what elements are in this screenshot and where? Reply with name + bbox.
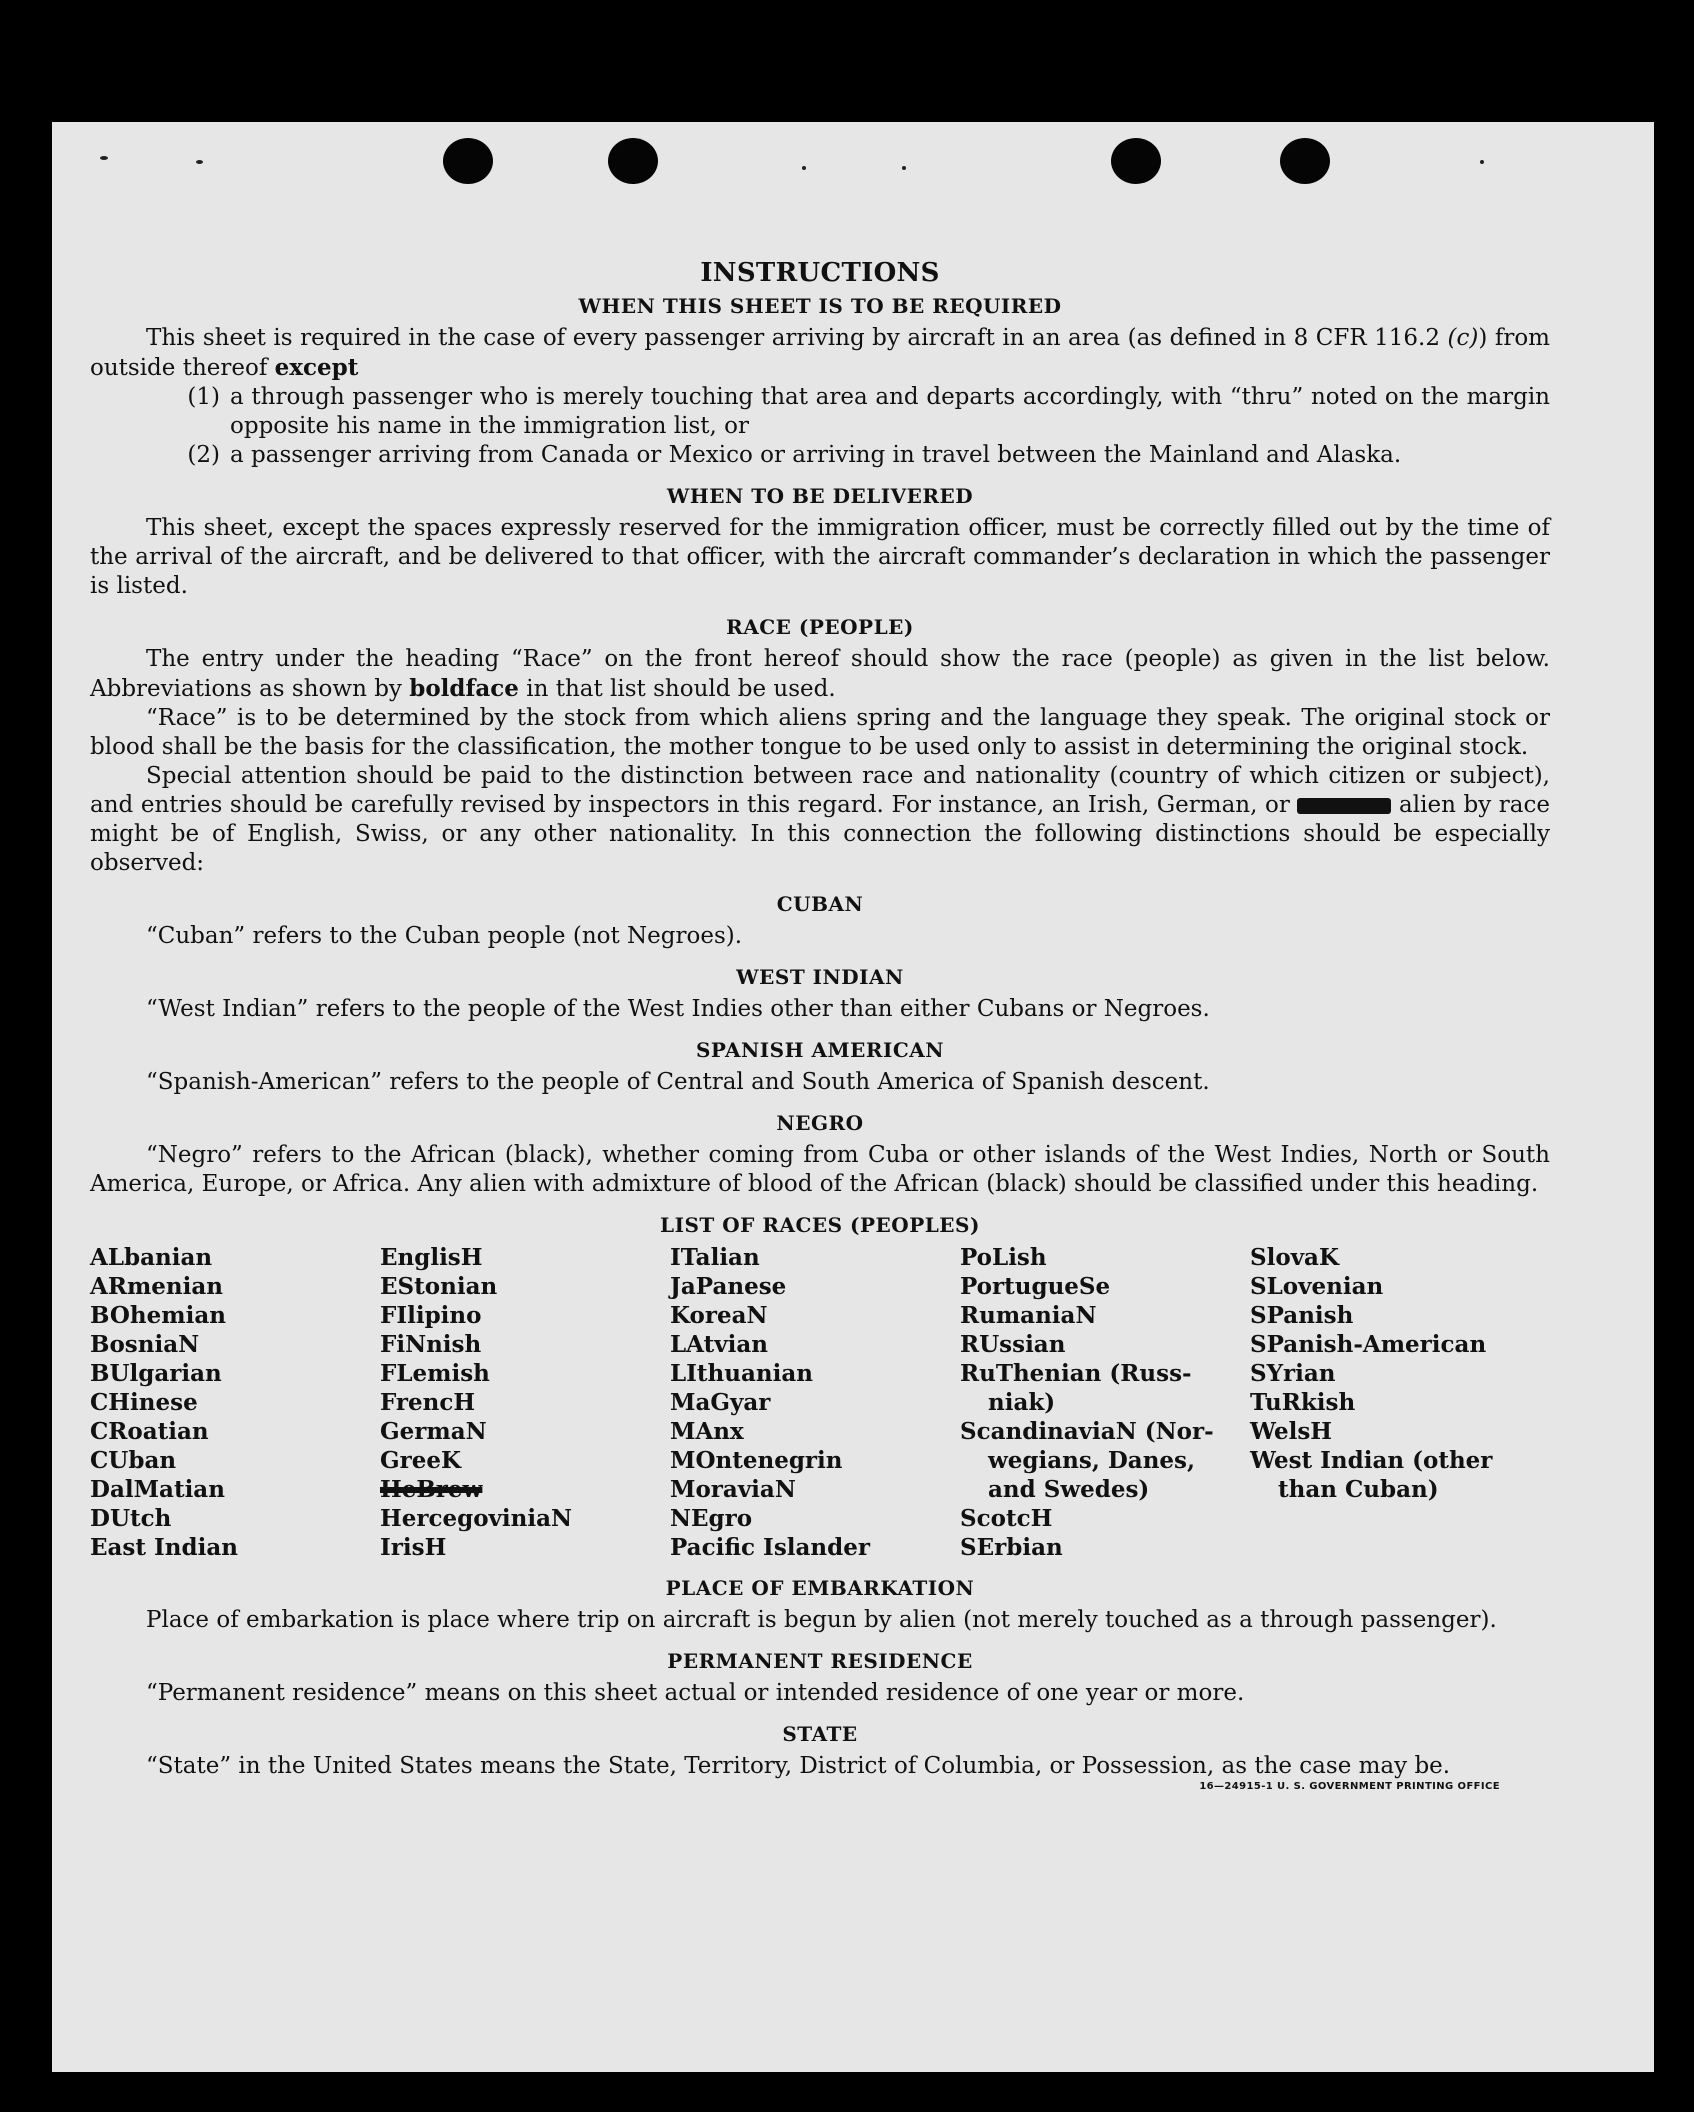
race-entry: JaPanese xyxy=(670,1273,787,1300)
required-intro xyxy=(90,324,1550,383)
race-entry-continued: than Cuban) xyxy=(1278,1476,1439,1503)
race-entry: LIthuanian xyxy=(670,1360,813,1387)
race-entry: ARmenian xyxy=(90,1273,224,1300)
scan-speck xyxy=(100,156,108,160)
race-p1-text: The entry under the heading “Race” on the front hereof should show the race (people) as given in the list below. Abbreviations as shown by xyxy=(90,646,1550,702)
race-entry-struck: HeBrew xyxy=(380,1476,483,1503)
heading-race: RACE (PEOPLE) xyxy=(726,615,914,639)
required-intro-except: except xyxy=(274,354,359,381)
race-paragraph-1 xyxy=(90,645,1550,704)
race-entry: SErbian xyxy=(960,1534,1063,1561)
race-paragraph-3 xyxy=(90,762,1550,878)
heading-west-indian: WEST INDIAN xyxy=(736,965,904,989)
race-entry: FIlipino xyxy=(380,1302,482,1329)
race-entry: SYrian xyxy=(1250,1360,1336,1387)
race-entry: Pacific Islander xyxy=(670,1534,870,1561)
race-entry: DUtch xyxy=(90,1505,172,1532)
race-p3-after: alien by race might be of English, Swiss, or any other nationality. In this connection the following distinctions should be especially observed: xyxy=(90,792,1550,876)
scan-speck xyxy=(802,166,806,170)
race-entry: HercegoviniaN xyxy=(380,1505,573,1532)
race-entry-continued: niak) xyxy=(988,1389,1056,1416)
cuban-text: “Cuban” refers to the Cuban people (not Negroes). xyxy=(146,923,743,949)
heading-place-of-embarkation: PLACE OF EMBARKATION xyxy=(665,1576,975,1600)
heading-cuban: CUBAN xyxy=(776,892,864,916)
race-entry: MOntenegrin xyxy=(670,1447,843,1474)
race-entry: DalMatian xyxy=(90,1476,225,1503)
heading-list-of-races: LIST OF RACES (PEOPLES) xyxy=(660,1213,980,1237)
race-entry: ScandinaviaN (Nor- xyxy=(960,1418,1214,1445)
heading-permanent-residence: PERMANENT RESIDENCE xyxy=(667,1649,973,1673)
race-entry: EStonian xyxy=(380,1273,498,1300)
races-column-4 xyxy=(960,1243,1250,1562)
item-number: (2) xyxy=(187,442,220,468)
page-title: INSTRUCTIONS xyxy=(700,258,940,288)
heading-spanish-american: SPANISH AMERICAN xyxy=(695,1038,945,1062)
required-intro-middle: ) from outside thereof xyxy=(90,325,1550,381)
race-entry: KoreaN xyxy=(670,1302,768,1329)
race-entry: GreeK xyxy=(380,1447,462,1474)
race-p1-after: in that list should be used. xyxy=(518,676,836,702)
instructions-content xyxy=(90,258,1550,1792)
race-entry: NEgro xyxy=(670,1505,753,1532)
item-text: a passenger arriving from Canada or Mexico or arriving in travel between the Mainland and Alaska. xyxy=(230,442,1402,468)
race-entry: BosniaN xyxy=(90,1331,200,1358)
races-column-5 xyxy=(1250,1243,1540,1562)
race-entry: ALbanian xyxy=(90,1244,213,1271)
race-entry: MAnx xyxy=(670,1418,744,1445)
race-entry: GermaN xyxy=(380,1418,487,1445)
race-entry: TuRkish xyxy=(1250,1389,1356,1416)
race-entry: RuThenian (Russ- xyxy=(960,1360,1192,1387)
redaction-mark xyxy=(1297,798,1391,814)
punch-hole xyxy=(1111,138,1161,184)
races-column-1 xyxy=(90,1243,380,1562)
race-entry: BOhemian xyxy=(90,1302,226,1329)
state-text: “State” in the United States means the State, Territory, District of Columbia, or Possession, as the case may be. xyxy=(146,1753,1451,1779)
item-text: a through passenger who is merely touching that area and departs accordingly, with “thru” noted on the margin opposite his name in the immigration list, or xyxy=(230,384,1550,439)
race-entry: MaGyar xyxy=(670,1389,771,1416)
race-entry: FrencH xyxy=(380,1389,476,1416)
embarkation-text: Place of embarkation is place where trip on aircraft is begun by alien (not merely touched as a through passenger). xyxy=(146,1607,1497,1633)
residence-text: “Permanent residence” means on this sheet actual or intended residence of one year or more. xyxy=(146,1680,1245,1706)
race-entry: CRoatian xyxy=(90,1418,209,1445)
race-p3-text: Special attention should be paid to the distinction between race and nationality (country of which citizen or subject), and entries should be carefully revised by inspectors in this regard. For instance, an Irish, German, or xyxy=(90,763,1550,818)
race-entry: PortugueSe xyxy=(960,1273,1111,1300)
race-entry: IrisH xyxy=(380,1534,447,1561)
required-item-1 xyxy=(90,383,1550,441)
race-entry: ScotcH xyxy=(960,1505,1053,1532)
races-column-3 xyxy=(670,1243,960,1562)
races-column-2 xyxy=(380,1243,670,1562)
scan-speck xyxy=(196,160,203,164)
required-item-2 xyxy=(90,441,1550,470)
race-entry-continued: wegians, Danes, xyxy=(988,1447,1195,1474)
race-entry: EnglisH xyxy=(380,1244,483,1271)
race-entry: FiNnish xyxy=(380,1331,482,1358)
race-entry: East Indian xyxy=(90,1534,238,1561)
punch-hole xyxy=(443,138,493,184)
race-entry: SlovaK xyxy=(1250,1244,1339,1271)
race-entry: BUlgarian xyxy=(90,1360,222,1387)
document-page xyxy=(52,122,1654,2072)
punch-hole xyxy=(1280,138,1330,184)
spanish-american-text: “Spanish-American” refers to the people of Central and South America of Spanish descent. xyxy=(146,1069,1210,1095)
race-entry: FLemish xyxy=(380,1360,490,1387)
race-entry: CHinese xyxy=(90,1389,198,1416)
race-entry: ITalian xyxy=(670,1244,760,1271)
race-entry: SLovenian xyxy=(1250,1273,1384,1300)
west-indian-text: “West Indian” refers to the people of the West Indies other than either Cubans or Negroes. xyxy=(146,996,1210,1022)
race-entry: SPanish-American xyxy=(1250,1331,1487,1358)
race-entry: RUssian xyxy=(960,1331,1066,1358)
race-entry: PoLish xyxy=(960,1244,1047,1271)
heading-state: STATE xyxy=(782,1722,858,1746)
scan-speck xyxy=(902,166,906,170)
race-paragraph-2: “Race” is to be determined by the stock from which aliens spring and the language they speak. The original stock or blood shall be the basis for the classification, the mother tongue to be used only to assist in determining the original stock. xyxy=(90,705,1550,760)
race-entry: RumaniaN xyxy=(960,1302,1097,1329)
item-number: (1) xyxy=(187,384,220,410)
required-intro-text: This sheet is required in the case of every passenger arriving by aircraft in an area (as defined in 8 CFR 116.2 xyxy=(146,325,1448,351)
scan-speck xyxy=(1480,160,1484,164)
heading-when-required: WHEN THIS SHEET IS TO BE REQUIRED xyxy=(578,294,1062,318)
printing-office-note: 16—24915-1 U. S. GOVERNMENT PRINTING OFFICE xyxy=(1199,1781,1500,1792)
race-entry: CUban xyxy=(90,1447,177,1474)
race-entry: WelsH xyxy=(1250,1418,1333,1445)
delivered-text: This sheet, except the spaces expressly reserved for the immigration officer, must be correctly filled out by the time of the arrival of the aircraft, and be delivered to that officer, with the aircraft commander’s declaration in which the passenger is listed. xyxy=(90,515,1550,599)
race-entry: West Indian (other xyxy=(1250,1447,1493,1474)
required-intro-c: (c) xyxy=(1447,325,1479,351)
page-footer xyxy=(90,1781,1550,1792)
race-entry-continued: and Swedes) xyxy=(988,1476,1150,1503)
heading-when-delivered: WHEN TO BE DELIVERED xyxy=(666,484,974,508)
races-list xyxy=(90,1243,1550,1562)
race-entry: LAtvian xyxy=(670,1331,768,1358)
heading-negro: NEGRO xyxy=(776,1111,864,1135)
race-p1-bold: boldface xyxy=(409,675,519,702)
race-entry: SPanish xyxy=(1250,1302,1354,1329)
race-entry: MoraviaN xyxy=(670,1476,796,1503)
punch-hole xyxy=(608,138,658,184)
negro-text: “Negro” refers to the African (black), whether coming from Cuba or other islands of the West Indies, North or South America, Europe, or Africa. Any alien with admixture of blood of the African (black) should be classified under this heading. xyxy=(90,1142,1550,1197)
